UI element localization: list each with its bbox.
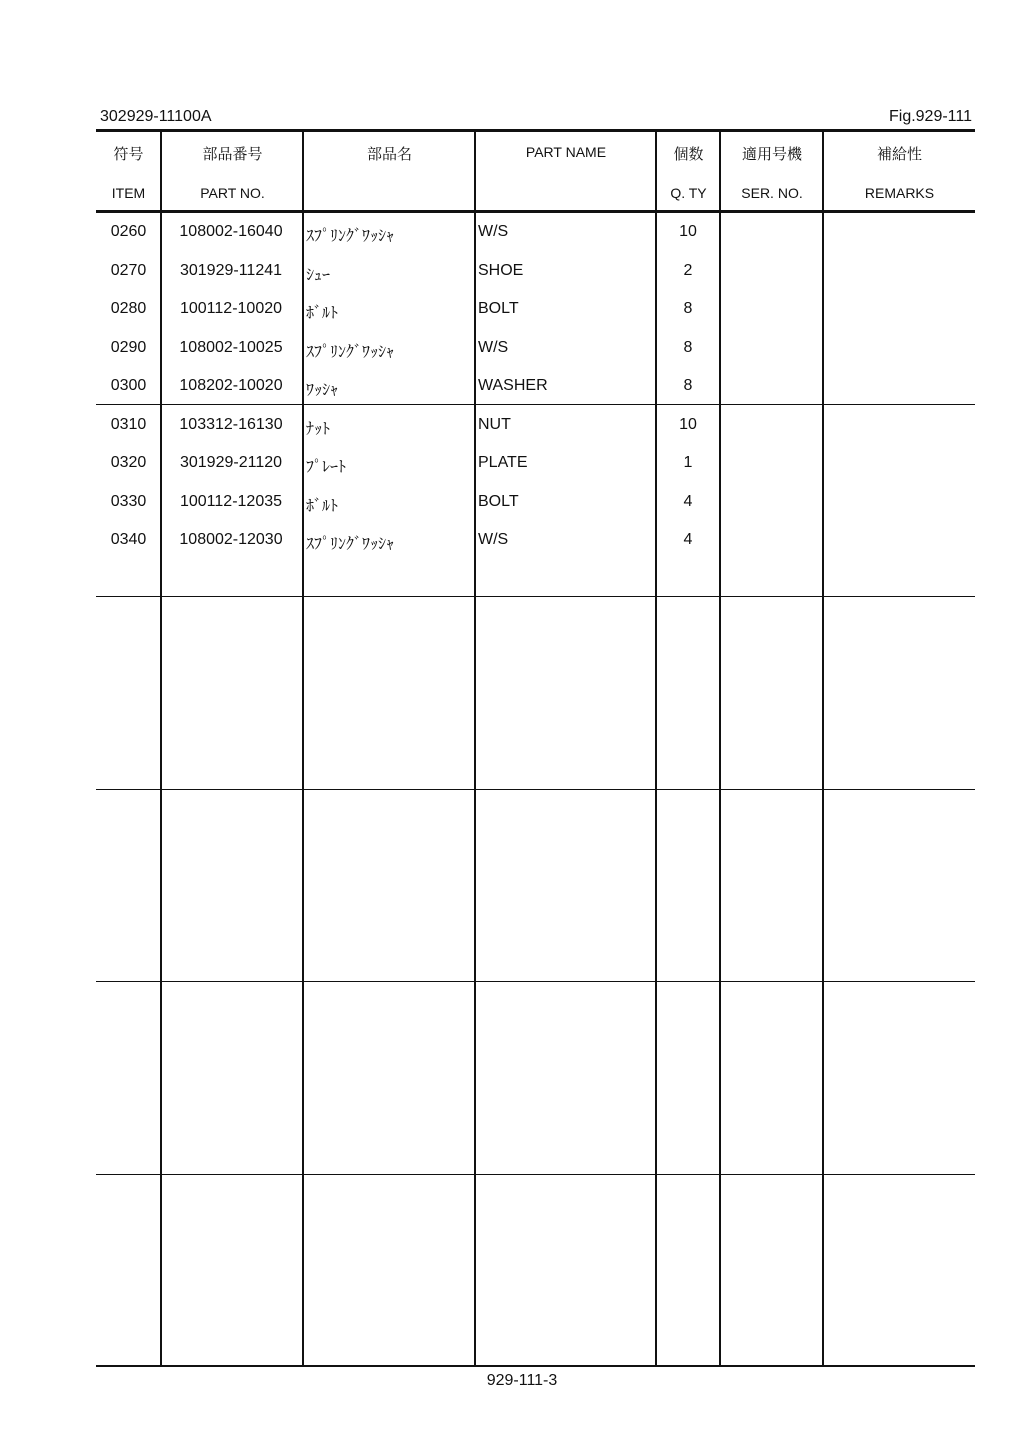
part-number: 103312-16130 [179, 416, 283, 433]
header-remarks-en: REMARKS [864, 185, 935, 201]
table-row [96, 493, 975, 517]
table-row [96, 262, 975, 286]
part-name-jp: ﾅｯﾄ [306, 421, 331, 438]
part-name-en: W/S [478, 531, 509, 548]
item-number: 0270 [110, 262, 147, 279]
item-number: 0330 [110, 493, 147, 510]
quantity: 10 [679, 223, 697, 240]
header-remarks-jp: 補給性 [876, 146, 922, 163]
item-number: 0260 [110, 223, 147, 240]
part-number: 301929-21120 [179, 454, 283, 471]
part-name-jp: ﾎﾞﾙﾄ [306, 498, 339, 515]
item-number: 0310 [110, 416, 147, 433]
item-number: 0340 [110, 531, 147, 548]
group-divider [96, 404, 975, 405]
part-number: 108202-10020 [179, 377, 283, 394]
table-row [96, 454, 975, 478]
table-top-rule [96, 129, 975, 132]
quantity: 2 [683, 262, 693, 279]
table-row [96, 416, 975, 440]
quantity: 8 [683, 300, 693, 317]
part-number: 108002-16040 [179, 223, 283, 240]
header-ser-no-en: SER. NO. [741, 185, 803, 201]
part-number: 100112-12035 [179, 493, 283, 510]
quantity: 4 [683, 493, 693, 510]
item-number: 0320 [110, 454, 147, 471]
header-bottom-rule [96, 210, 975, 213]
table-bottom-rule [96, 1365, 975, 1367]
table-row [96, 531, 975, 555]
table-row [96, 223, 975, 247]
part-name-en: PLATE [478, 454, 528, 471]
table-row [96, 377, 975, 401]
group-divider [96, 596, 975, 597]
part-number: 108002-10025 [179, 339, 283, 356]
page-number: 929-111-3 [486, 1372, 558, 1389]
part-name-en: SHOE [478, 262, 524, 279]
part-number: 100112-10020 [179, 300, 283, 317]
quantity: 8 [683, 377, 693, 394]
part-name-jp: ｼｭｰ [306, 267, 331, 284]
part-name-jp: ﾎﾞﾙﾄ [306, 305, 339, 322]
group-divider [96, 1174, 975, 1175]
part-name-jp: ｽﾌﾟﾘﾝｸﾞﾜｯｼｬ [306, 536, 395, 553]
part-name-en: BOLT [478, 300, 519, 317]
header-item-en: ITEM [111, 185, 146, 201]
part-name-jp: ﾜｯｼｬ [306, 382, 339, 399]
quantity: 1 [683, 454, 693, 471]
header-part-name-jp: 部品名 [366, 146, 412, 163]
header-part-no-en: PART NO. [200, 185, 265, 201]
item-number: 0280 [110, 300, 147, 317]
group-divider [96, 981, 975, 982]
table-row [96, 339, 975, 363]
quantity: 10 [679, 416, 697, 433]
part-name-jp: ｽﾌﾟﾘﾝｸﾞﾜｯｼｬ [306, 228, 395, 245]
group-divider [96, 789, 975, 790]
header-part-name-en: PART NAME [525, 144, 607, 160]
header-item-jp: 符号 [113, 146, 144, 163]
part-name-jp: ﾌﾟﾚｰﾄ [306, 459, 347, 476]
part-name-en: WASHER [478, 377, 548, 394]
header-ser-no-jp: 適用号機 [741, 146, 802, 163]
item-number: 0290 [110, 339, 147, 356]
header-qty-jp: 個数 [673, 146, 704, 163]
part-name-en: BOLT [478, 493, 519, 510]
header-part-no-jp: 部品番号 [202, 146, 263, 163]
part-name-en: W/S [478, 223, 509, 240]
quantity: 8 [683, 339, 693, 356]
item-number: 0300 [110, 377, 147, 394]
quantity: 4 [683, 531, 693, 548]
parts-table [96, 129, 975, 1366]
part-number: 301929-11241 [179, 262, 283, 279]
document-id: 302929-11100A [100, 108, 212, 125]
header-qty-en: Q. TY [670, 185, 707, 201]
part-number: 108002-12030 [179, 531, 283, 548]
table-row [96, 300, 975, 324]
figure-reference: Fig.929-111 [888, 108, 972, 125]
part-name-en: NUT [478, 416, 511, 433]
part-name-jp: ｽﾌﾟﾘﾝｸﾞﾜｯｼｬ [306, 344, 395, 361]
part-name-en: W/S [478, 339, 509, 356]
